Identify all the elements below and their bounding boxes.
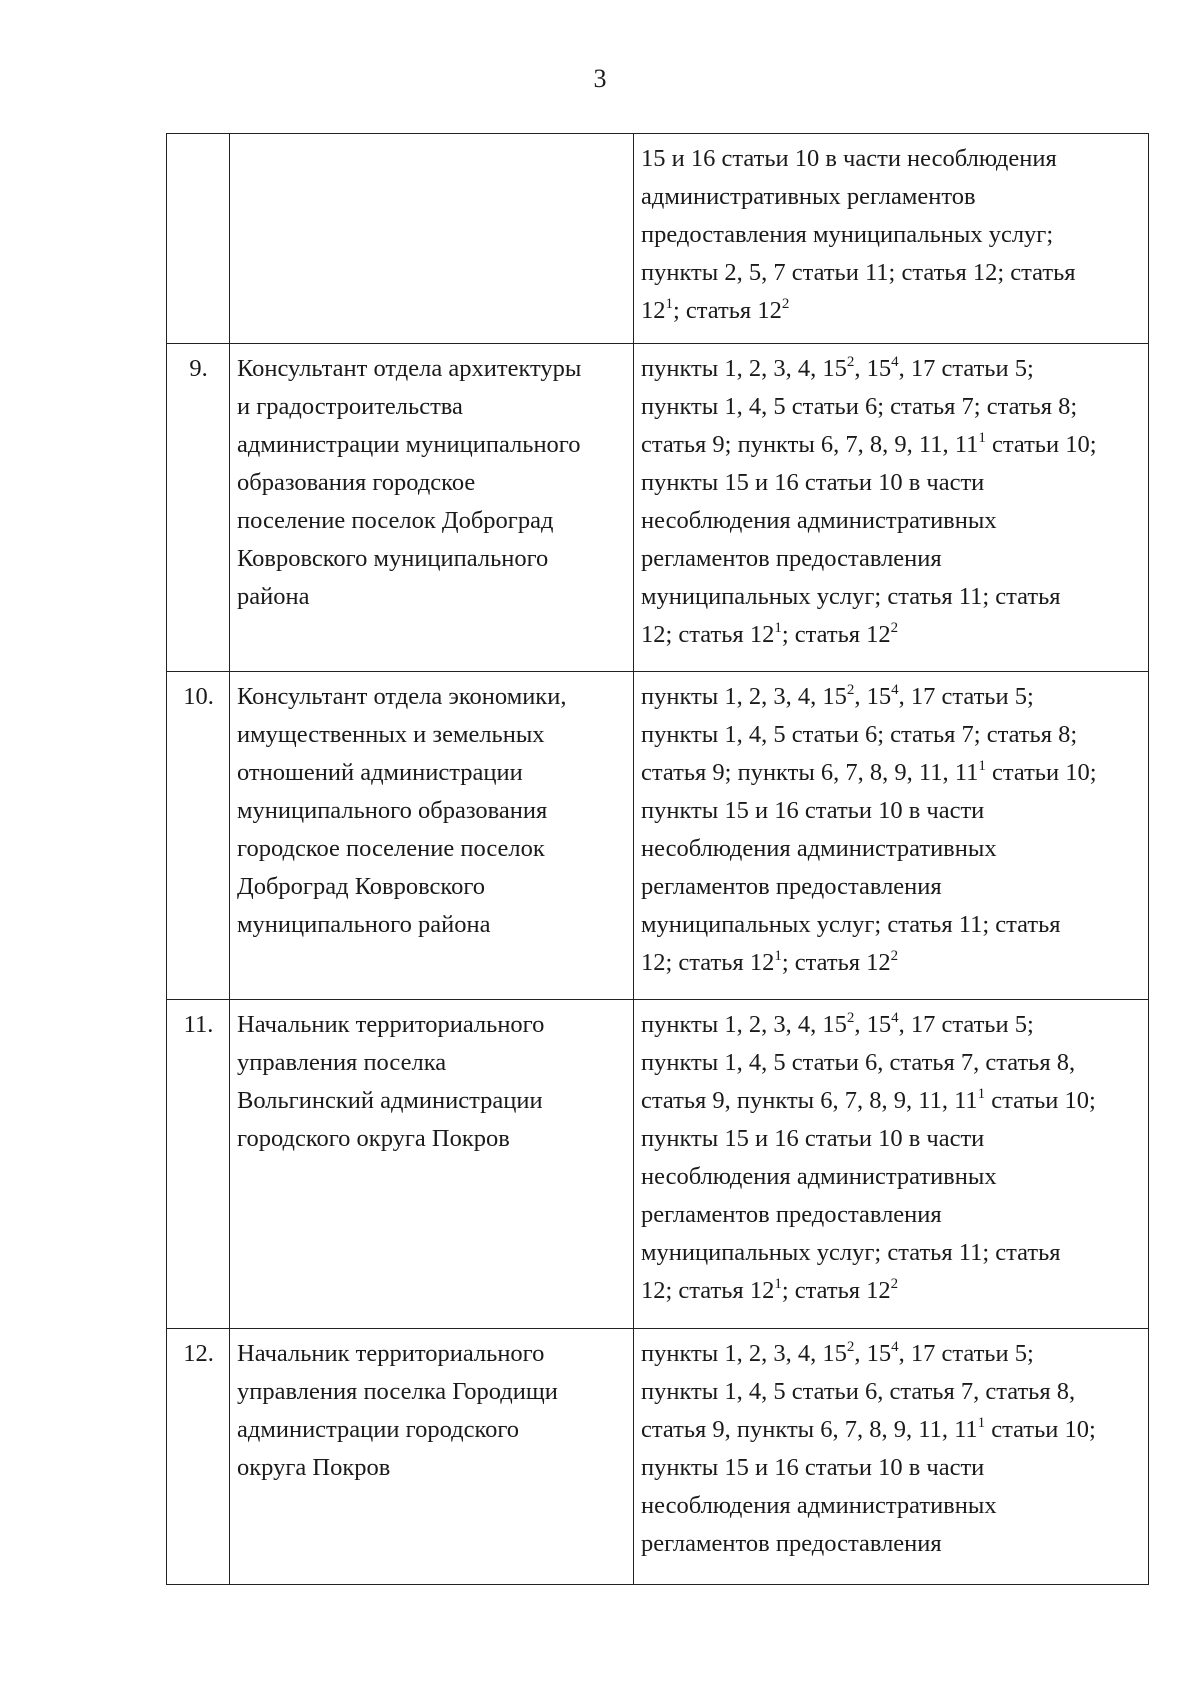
articles-line: пункты 15 и 16 статьи 10 в части	[641, 797, 985, 824]
articles-line: статья 9, пункты 6, 7, 8, 9, 11, $11^1$ статьи 10;	[641, 1086, 1096, 1114]
articles-line: 12; статья $12^1$; статья $12^2$	[641, 948, 899, 976]
position-cell	[230, 344, 634, 672]
row-number: 11.	[167, 1000, 230, 1329]
articles-cell	[634, 672, 1149, 1000]
articles-line: административных регламентов	[641, 183, 976, 210]
articles-line: пункты 1, 2, 3, 4, $15^2$, $15^4$, 17 статьи 5;	[641, 1010, 1034, 1038]
articles-line: пункты 1, 2, 3, 4, $15^2$, $15^4$, 17 статьи 5;	[641, 682, 1034, 710]
position-line: администрации муниципального	[237, 431, 581, 458]
position-line: поселение поселок Доброград	[237, 507, 554, 534]
position-line: Консультант отдела архитектуры	[237, 355, 582, 382]
position-line: округа Покров	[237, 1454, 391, 1481]
row-number: 10.	[167, 672, 230, 1000]
row-number: 12.	[167, 1329, 230, 1585]
table-row	[167, 1329, 1149, 1585]
articles-cell	[634, 134, 1149, 344]
position-line: района	[237, 583, 310, 610]
articles-line: пункты 1, 4, 5 статьи 6; статья 7; статья 8;	[641, 393, 1078, 420]
articles-cell	[634, 1329, 1149, 1585]
articles-line: пункты 15 и 16 статьи 10 в части	[641, 1454, 985, 1481]
articles-line: статья 9, пункты 6, 7, 8, 9, 11, $11^1$ статьи 10;	[641, 1415, 1096, 1443]
articles-line: 15 и 16 статьи 10 в части несоблюдения	[641, 145, 1057, 172]
position-cell	[230, 1000, 634, 1329]
table-row	[167, 1000, 1149, 1329]
articles-line: 12; статья $12^1$; статья $12^2$	[641, 620, 899, 648]
articles-line: пункты 1, 4, 5 статьи 6; статья 7; статья 8;	[641, 721, 1078, 748]
articles-line: пункты 15 и 16 статьи 10 в части	[641, 469, 985, 496]
articles-line: пункты 2, 5, 7 статьи 11; статья 12; статья	[641, 259, 1076, 286]
articles-line: регламентов предоставления	[641, 873, 942, 900]
articles-line: пункты 15 и 16 статьи 10 в части	[641, 1125, 985, 1152]
position-line: администрации городского	[237, 1416, 520, 1443]
position-cell	[230, 672, 634, 1000]
articles-line: статья 9; пункты 6, 7, 8, 9, 11, $11^1$ статьи 10;	[641, 758, 1097, 786]
position-line: Доброград Ковровского	[237, 873, 486, 900]
position-line: отношений администрации	[237, 759, 523, 786]
articles-line: $12^1$; статья $12^2$	[641, 296, 790, 324]
position-line: городское поселение поселок	[237, 835, 545, 862]
position-cell	[230, 134, 634, 344]
articles-line: статья 9; пункты 6, 7, 8, 9, 11, $11^1$ статьи 10;	[641, 430, 1097, 458]
position-line: муниципального образования	[237, 797, 548, 824]
position-line: и градостроительства	[237, 393, 463, 420]
articles-line: несоблюдения административных	[641, 507, 997, 534]
table-row	[167, 134, 1149, 344]
position-line: Вольгинский администрации	[237, 1087, 543, 1114]
articles-line: несоблюдения административных	[641, 1492, 997, 1519]
articles-line: регламентов предоставления	[641, 545, 942, 572]
table-row	[167, 344, 1149, 672]
articles-line: несоблюдения административных	[641, 1163, 997, 1190]
articles-line: муниципальных услуг; статья 11; статья	[641, 1239, 1061, 1266]
articles-cell	[634, 344, 1149, 672]
row-number	[167, 134, 230, 344]
articles-line: пункты 1, 4, 5 статьи 6, статья 7, статья 8,	[641, 1378, 1076, 1405]
articles-line: пункты 1, 4, 5 статьи 6, статья 7, статья 8,	[641, 1049, 1076, 1076]
position-line: Консультант отдела экономики,	[237, 683, 567, 710]
position-line: Начальник территориального	[237, 1011, 545, 1038]
articles-line: предоставления муниципальных услуг;	[641, 221, 1054, 248]
articles-line: пункты 1, 2, 3, 4, $15^2$, $15^4$, 17 статьи 5;	[641, 1339, 1034, 1367]
articles-line: регламентов предоставления	[641, 1201, 942, 1228]
page-number: 3	[593, 64, 607, 93]
position-line: образования городское	[237, 469, 476, 496]
position-line: Начальник территориального	[237, 1340, 545, 1367]
position-line: управления поселка Городищи	[237, 1378, 558, 1405]
position-line: имущественных и земельных	[237, 721, 545, 748]
row-number: 9.	[167, 344, 230, 672]
position-line: управления поселка	[237, 1049, 447, 1076]
position-line: муниципального района	[237, 911, 491, 938]
position-cell	[230, 1329, 634, 1585]
articles-line: муниципальных услуг; статья 11; статья	[641, 911, 1061, 938]
articles-line: пункты 1, 2, 3, 4, $15^2$, $15^4$, 17 статьи 5;	[641, 354, 1034, 382]
position-line: Ковровского муниципального	[237, 545, 549, 572]
articles-line: 12; статья $12^1$; статья $12^2$	[641, 1276, 899, 1304]
articles-cell	[634, 1000, 1149, 1329]
positions-table	[166, 133, 1149, 1585]
articles-line: муниципальных услуг; статья 11; статья	[641, 583, 1061, 610]
articles-line: несоблюдения административных	[641, 835, 997, 862]
position-line: городского округа Покров	[237, 1125, 510, 1152]
articles-line: регламентов предоставления	[641, 1530, 942, 1557]
table-row	[167, 672, 1149, 1000]
